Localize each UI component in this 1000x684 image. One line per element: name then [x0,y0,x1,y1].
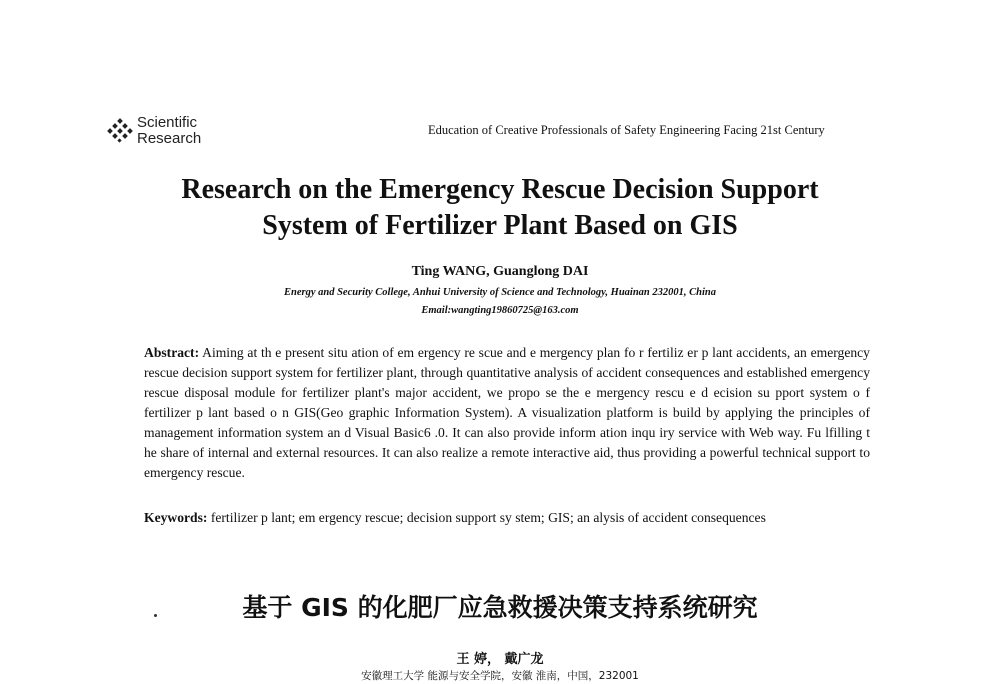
chinese-authors: 王 婷， 戴广龙 [456,652,544,667]
email: Email:wangting19860725@163.com [421,305,579,316]
logo-text [137,115,201,147]
affiliation: Energy and Security College, Anhui University of Science and Technology, Huainan 232001, China [284,287,716,298]
keywords [144,508,870,528]
logo-line-2: Research [137,130,202,147]
paper-title [0,172,1000,244]
scientific-research-logo-icon [104,118,134,144]
abstract-text: Aiming at th e present situ ation of em ergency re scue and e mergency plan fo r fertiliz er p lant accidents, an emergency rescue decision support system for fertilizer plant, through quantitative analysis of accident consequences and established emergency rescue disposal module for fertilizer plant's major accident, we propo se the e mergency rescu e d ecision su pport system o f fertilizer p lant based o n GIS(Geo graphic Information System). A visualization platform is build by applying the principles of management information system an d Visual Basic6 .0. It can also provide inform ation inqu iry service with Web way. Fu lfilling t he share of internal and external resources. It can also realize a remote interactive aid, thus providing a powerful technical support to emergency rescue. [144,345,870,480]
authors: Ting WANG, Guanglong DAI [411,264,589,279]
abstract [144,343,870,483]
keywords-text: fertilizer p lant; em ergency rescue; decision support sy stem; GIS; an alysis of accident consequences [210,510,766,525]
logo-line-1: Scientific [137,114,198,131]
chinese-title: 基于 GIS 的化肥厂应急救援决策支持系统研究 [242,593,758,622]
chinese-affiliation: 安徽理工大学 能源与安全学院，安徽 淮南，中国，232001 [361,670,639,682]
publisher-logo [104,115,201,147]
running-head: Education of Creative Professionals of Safety Engineering Facing 21st Century [428,123,825,137]
abstract-label: Abstract: [144,345,200,360]
title-line-2: System of Fertilizer Plant Based on GIS [262,210,738,241]
keywords-label: Keywords: [144,510,208,525]
title-line-1: Research on the Emergency Rescue Decision Support [181,174,819,205]
